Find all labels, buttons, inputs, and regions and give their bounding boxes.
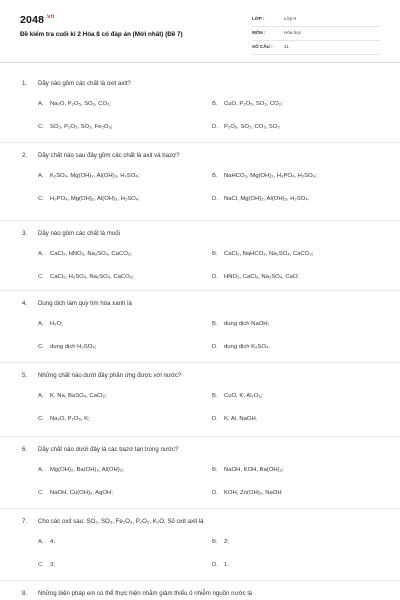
- option-key: C.: [38, 490, 44, 496]
- option-text: dung dịch K₂SO₄.: [224, 344, 270, 350]
- question-divider: [0, 362, 400, 363]
- option-text: K, Na, BaSO₄, CaCl₂;: [50, 393, 107, 399]
- question-number: 6.: [22, 446, 28, 453]
- answer-option[interactable]: [38, 393, 106, 399]
- question-number: 8.: [22, 590, 28, 597]
- answer-option[interactable]: [212, 124, 280, 130]
- option-key: D.: [212, 274, 218, 280]
- logo-suffix: .vn: [45, 14, 55, 20]
- option-text: H₃PO₄, Mg(OH)₂, Al(OH)₃, H₂SO₄;: [50, 196, 140, 202]
- document-header: [0, 0, 400, 62]
- answer-option[interactable]: [212, 539, 229, 545]
- option-key: B.: [212, 101, 218, 107]
- question-divider: [0, 220, 400, 221]
- answer-option[interactable]: [38, 490, 113, 496]
- option-key: C.: [38, 416, 44, 422]
- option-text: 4;: [50, 539, 55, 545]
- option-key: D.: [212, 416, 218, 422]
- option-key: A.: [38, 101, 44, 107]
- option-text: K₂SO₄, Mg(OH)₂, Al(OH)₃, H₂SO₄;: [50, 173, 140, 179]
- answer-option[interactable]: [38, 101, 111, 107]
- question-divider: [0, 436, 400, 437]
- option-text: P₂O₅, SO₂, CO₂, SO₃: [224, 124, 280, 130]
- question-divider: [0, 142, 400, 143]
- option-text: CuO, K, Al₂O₃;: [224, 393, 263, 399]
- option-key: A.: [38, 467, 44, 473]
- option-text: HNO₃, CaCl₂, Na₂SO₄, CaO.: [224, 274, 300, 280]
- option-key: B.: [212, 393, 218, 399]
- answer-option[interactable]: [212, 344, 270, 350]
- question-number: 5.: [22, 372, 28, 379]
- site-logo[interactable]: [20, 14, 54, 26]
- option-text: NaOH, Cu(OH)₂, AgOH;: [50, 490, 113, 496]
- meta-key-class: LỚP :: [252, 16, 265, 21]
- option-key: C.: [38, 124, 44, 130]
- option-text: NaCl, Mg(OH)₂, Al(OH)₃, H₂SO₄.: [224, 196, 310, 202]
- answer-option[interactable]: [212, 251, 313, 257]
- option-key: D.: [212, 344, 218, 350]
- question-text: Dãy chất nào dưới đây là các bazơ tan trong nước?: [38, 446, 179, 453]
- question-text: Dãy chất nào sau đây gồm các chất là axit và bazơ?: [38, 152, 180, 159]
- option-key: A.: [38, 393, 44, 399]
- option-text: CuO, P₂O₅, SO₂, CO₂;: [224, 101, 283, 107]
- answer-option[interactable]: [212, 416, 257, 422]
- exam-meta: [252, 13, 380, 55]
- option-key: B.: [212, 251, 218, 257]
- meta-value-subject: Hóa học: [284, 30, 302, 35]
- answer-option[interactable]: [38, 539, 55, 545]
- answer-option[interactable]: [38, 173, 139, 179]
- meta-value-class: Lớp 8: [284, 16, 296, 21]
- question-divider: [0, 580, 400, 581]
- option-text: Mg(OH)₂, Ba(OH)₂, Al(OH)₃;: [50, 467, 124, 473]
- option-key: C.: [38, 344, 44, 350]
- answer-option[interactable]: [212, 467, 284, 473]
- option-text: H₂O;: [50, 321, 63, 327]
- meta-row-class: [252, 13, 380, 27]
- exam-title: Đề kiểm tra cuối kì 2 Hóa 8 có đáp án (Mới nhất) (Đề 7): [20, 31, 183, 38]
- answer-option[interactable]: [38, 416, 90, 422]
- logo-text: 2048: [20, 14, 45, 26]
- option-key: C.: [38, 196, 44, 202]
- option-text: CaCl₂, H₂SO₄, Na₂SO₄, CaCO₃;: [50, 274, 134, 280]
- option-text: 2;: [224, 539, 229, 545]
- answer-option[interactable]: [212, 490, 282, 496]
- meta-value-question-count: 11: [284, 44, 289, 49]
- option-key: D.: [212, 124, 218, 130]
- option-text: NaOH, KOH, Ba(OH)₂;: [224, 467, 284, 473]
- option-key: A.: [38, 321, 44, 327]
- meta-key-question-count: SỐ CÂU :: [252, 44, 273, 49]
- option-text: SO₃, P₂O₅, SO₂, Fe₂O₃;: [50, 124, 113, 130]
- question-text: Dãy nào gồm các chất là muối: [38, 230, 120, 237]
- answer-option[interactable]: [38, 251, 132, 257]
- option-key: A.: [38, 173, 44, 179]
- question-text: Cho các oxit sau: SO₂, SO₃, Fe₂O₃, P₂O₅, K₂O. Số oxit axit là: [38, 518, 204, 525]
- option-text: dung dịch NaOH;: [224, 321, 270, 327]
- question-number: 1.: [22, 80, 28, 87]
- header-divider: [0, 62, 400, 63]
- option-key: D.: [212, 196, 218, 202]
- option-text: 1.: [224, 562, 229, 568]
- question-number: 7.: [22, 518, 28, 525]
- option-key: B.: [212, 539, 218, 545]
- answer-option[interactable]: [212, 101, 283, 107]
- answer-option[interactable]: [212, 321, 269, 327]
- option-key: B.: [212, 321, 218, 327]
- question-divider: [0, 508, 400, 509]
- option-key: B.: [212, 173, 218, 179]
- answer-option[interactable]: [212, 196, 309, 202]
- question-text: Dãy nào gồm các chất là oxit axit?: [38, 80, 131, 87]
- option-text: NaHCO₃, Mg(OH)₂, H₃PO₄, H₂SO₄;: [224, 173, 317, 179]
- option-text: 3;: [50, 562, 55, 568]
- option-key: A.: [38, 539, 44, 545]
- answer-option[interactable]: [38, 467, 124, 473]
- option-key: A.: [38, 251, 44, 257]
- option-text: Na₂O, P₂O₅, SO₂, CO₂;: [50, 101, 111, 107]
- option-text: CaCl₂, HNO₃, Na₂SO₄, CaCO₃;: [50, 251, 132, 257]
- answer-option[interactable]: [212, 274, 299, 280]
- question-text: Những biện pháp em có thể thực hiện nhằm giảm thiểu ô nhiễm nguồn nước là: [38, 590, 253, 597]
- option-text: Na₂O, P₂O₅, K;: [50, 416, 90, 422]
- answer-option[interactable]: [212, 562, 229, 568]
- option-text: dung dịch H₂SO₄;: [50, 344, 97, 350]
- answer-option[interactable]: [38, 274, 134, 280]
- question-number: 3.: [22, 230, 28, 237]
- question-number: 4.: [22, 300, 28, 307]
- question-text: Dung dịch làm quỳ tím hóa xanh là: [38, 300, 132, 307]
- answer-option[interactable]: [38, 124, 112, 130]
- meta-row-subject: [252, 27, 380, 41]
- question-number: 2.: [22, 152, 28, 159]
- answer-option[interactable]: [212, 393, 262, 399]
- option-key: D.: [212, 562, 218, 568]
- answer-option[interactable]: [38, 196, 140, 202]
- meta-row-question-count: [252, 41, 380, 55]
- question-text: Những chất nào dưới đây phản ứng được với nước?: [38, 372, 182, 379]
- option-key: D.: [212, 490, 218, 496]
- question-divider: [0, 290, 400, 291]
- option-text: K, Al, NaOH.: [224, 416, 258, 422]
- answer-option[interactable]: [38, 321, 63, 327]
- answer-option[interactable]: [38, 562, 55, 568]
- meta-key-subject: MÔN :: [252, 30, 266, 35]
- option-key: C.: [38, 274, 44, 280]
- option-key: B.: [212, 467, 218, 473]
- answer-option[interactable]: [212, 173, 317, 179]
- option-text: KOH, Zn(OH)₂, NaOH: [224, 490, 282, 496]
- option-text: CaCl₂, NaHCO₃, Na₂SO₄, CaCO₃;: [224, 251, 314, 257]
- answer-option[interactable]: [38, 344, 96, 350]
- option-key: C.: [38, 562, 44, 568]
